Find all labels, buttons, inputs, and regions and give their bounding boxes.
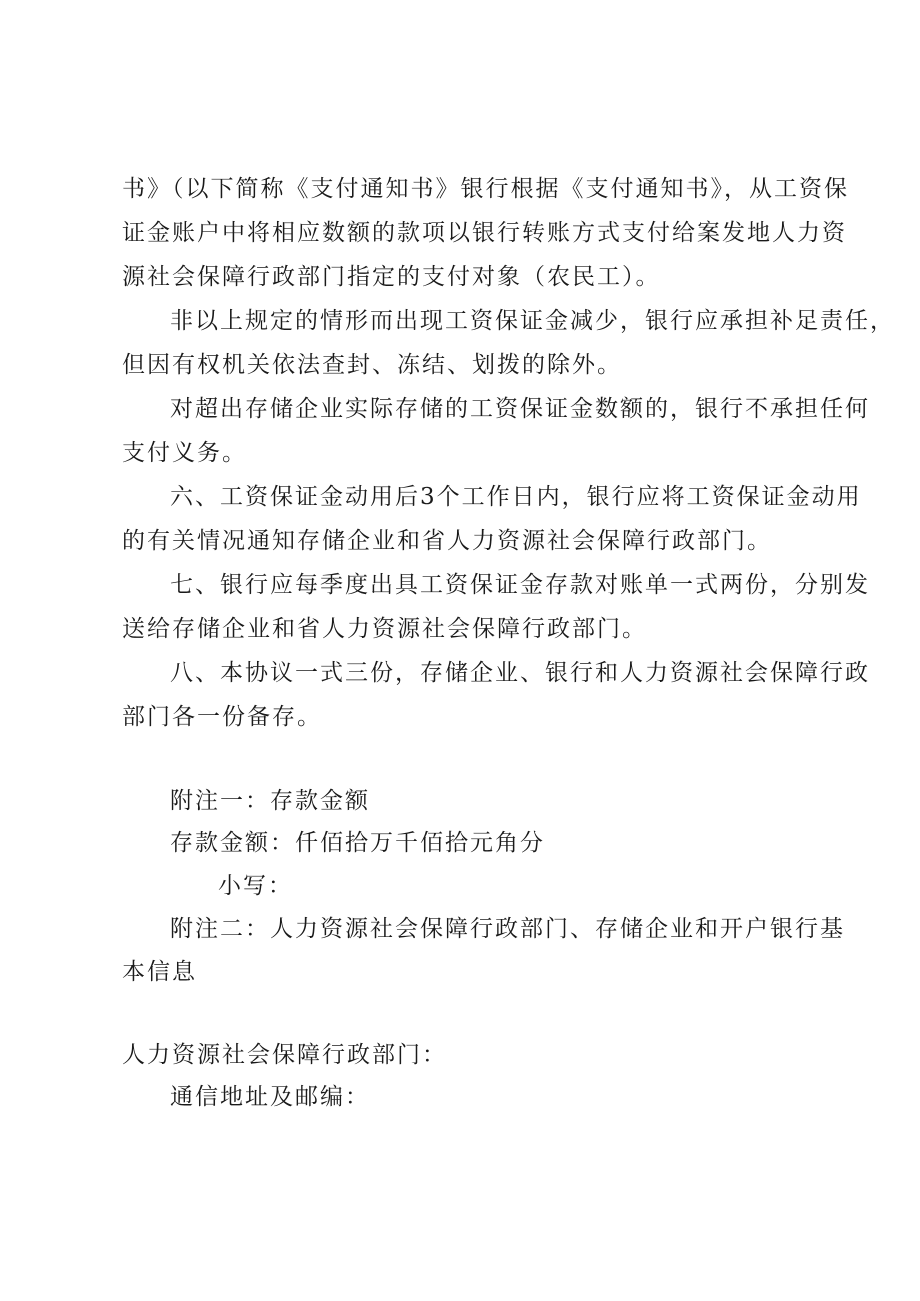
hr-dept-heading: 人力资源社会保障行政部门： xyxy=(122,1042,447,1068)
paragraph-line: 支付义务。 xyxy=(122,440,247,466)
appendix-note2-line: 附注二：人力资源社会保障行政部门、存储企业和开户银行基 xyxy=(170,916,845,942)
lowercase-amount-line: 小写： xyxy=(218,873,293,899)
paragraph-line: 但因有权机关依法查封、冻结、划拨的除外。 xyxy=(122,352,622,378)
paragraph-line: 七、银行应每季度出具工资保证金存款对账单一式两份，分别发 xyxy=(170,572,870,598)
paragraph-line: 非以上规定的情形而出现工资保证金减少，银行应承担补足责任， xyxy=(170,308,895,334)
paragraph-line: 的有关情况通知存储企业和省人力资源社会保障行政部门。 xyxy=(122,528,772,554)
paragraph-line: 八、本协议一式三份，存储企业、银行和人力资源社会保障行政 xyxy=(170,660,870,686)
appendix-note2-line: 本信息 xyxy=(122,959,197,985)
paragraph-line: 源社会保障行政部门指定的支付对象（农民工）。 xyxy=(122,264,661,290)
appendix-note1-title: 附注一：存款金额 xyxy=(170,788,370,814)
address-line: 通信地址及邮编： xyxy=(170,1084,370,1110)
paragraph-line: 书》（以下简称《支付通知书》银行根据《支付通知书》，从工资保 xyxy=(122,176,849,202)
paragraph-line: 部门各一份备存。 xyxy=(122,704,322,730)
paragraph-line: 对超出存储企业实际存储的工资保证金数额的，银行不承担任何 xyxy=(170,396,870,422)
deposit-amount-line: 存款金额：仟佰拾万千佰拾元角分 xyxy=(170,830,545,856)
paragraph-line: 证金账户中将相应数额的款项以银行转账方式支付给案发地人力资 xyxy=(122,220,847,246)
paragraph-line: 送给存储企业和省人力资源社会保障行政部门。 xyxy=(122,616,647,642)
paragraph-line: 六、工资保证金动用后3个工作日内，银行应将工资保证金动用 xyxy=(170,484,862,510)
